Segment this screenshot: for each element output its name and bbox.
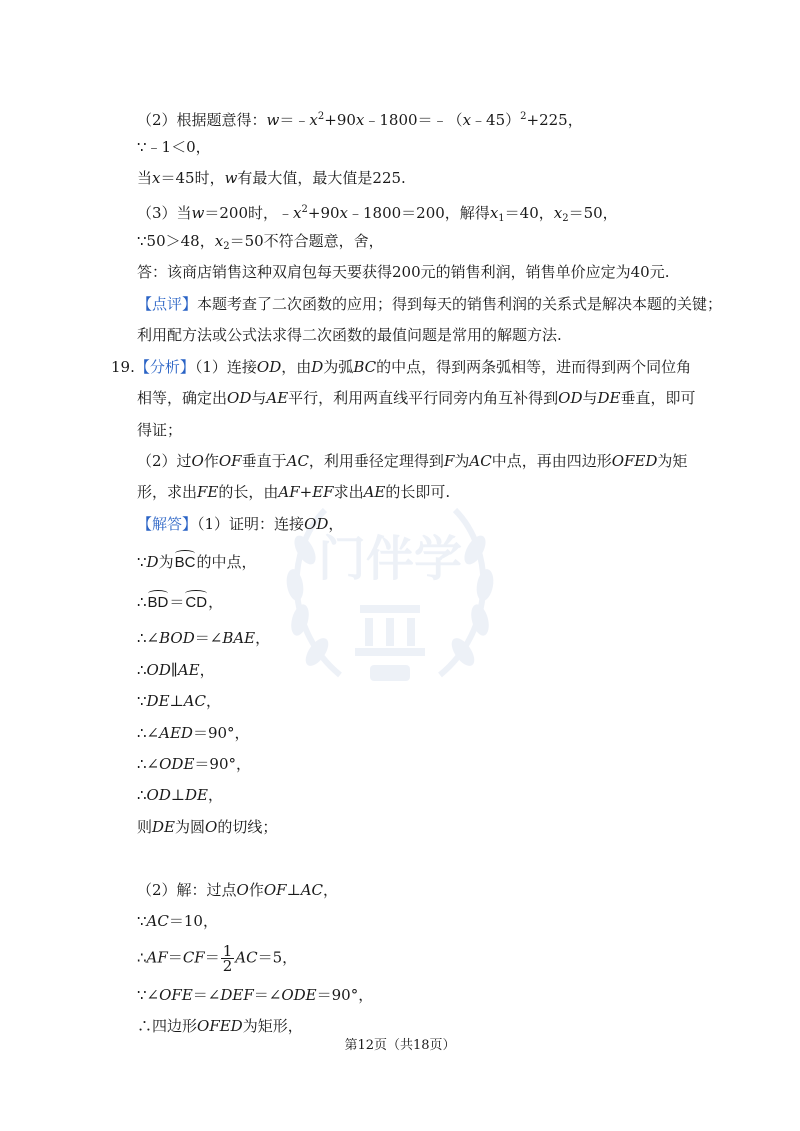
line-analysis-part2: （2）过O作OF垂直于AC，利用垂径定理得到F为AC中点，再由四边形OFED为矩 [137,452,688,470]
line-midpoint: ∵D为BC的中点， [137,553,257,571]
line-angle-aed: ∴∠AED＝90°， [137,724,250,742]
page-footer: 第12页（共18页） [344,1038,456,1053]
line-od-perp-de: ∴OD⊥DE， [137,786,223,804]
line-angle-ode: ∴∠ODE＝90°， [137,755,251,773]
line-solution-header: 【解答】（1）证明：连接OD， [137,515,344,533]
line-reject: ∵50＞48，$x_2=50$不符合题意，舍， [137,232,384,252]
line-max-value: 当x＝45时，w有最大值，最大值是225. [137,169,406,187]
line-rectangle: ∴四边形OFED为矩形， [137,1017,303,1035]
comment-tag: 【点评】 [137,295,198,313]
line-comment-cont: 利用配方法或公式法求得二次函数的最值问题是常用的解题方法. [137,326,562,344]
line-angles-equal: ∴∠BOD＝∠BAE， [137,629,271,647]
line-solution-2: （2）根据题意得：$w=﹣x^2+90x﹣1800=﹣(x﹣45)^2+225$， [137,111,583,129]
solution-tag: 【解答】 [137,515,198,533]
analysis-tag: 【分析】 [134,358,195,376]
line-coefficient: ∵﹣1＜0， [137,138,211,156]
line-af-cf: ∴AF＝CF＝ $\frac{1}{2}$ AC＝5， [137,942,298,975]
line-answer: 答：该商店销售这种双肩包每天要获得200元的销售利润，销售单价应定为40元. [137,263,670,281]
line-arcs-equal: ∴BD＝CD， [137,593,224,611]
svg-text:门伴学: 门伴学 [317,533,463,586]
line-right-angles: ∵∠OFE＝∠DEF＝∠ODE＝90°， [137,986,374,1004]
line-ac-length: ∵AC＝10， [137,912,218,930]
line-tangent: 则DE为圆O的切线； [137,818,278,836]
line-comment: 【点评】本题考查了二次函数的应用；得到每天的销售利润的关系式是解决本题的关键； [137,295,723,313]
line-parallel: ∴OD∥AE， [137,661,215,679]
line-analysis-part2-cont: 形，求出FE的长，由AF+EF求出AE的长即可. [137,483,451,501]
line-analysis-cont2: 得证； [137,421,183,439]
line-q19-analysis: 19.【分析】（1）连接OD，由D为弧BC的中点，得到两条弧相等，进而得到两个同位角 [111,358,692,376]
fraction-one-half: $\frac{1}{2}$ [222,942,233,975]
line-solution-3: （3）当w＝200时，$﹣x^2+90x﹣1800=200$，解得$x_1=40$，$x_2=50$， [137,204,618,224]
line-analysis-cont1: 相等，确定出OD与AE平行，利用两直线平行同旁内角互补得到OD与DE垂直，即可 [137,389,696,407]
question-number: 19. [111,358,135,376]
line-perp-given: ∵DE⊥AC， [137,692,221,710]
line-solution-part2: （2）解：过点O作OF⊥AC， [137,881,339,899]
watermark-logo [265,470,515,710]
